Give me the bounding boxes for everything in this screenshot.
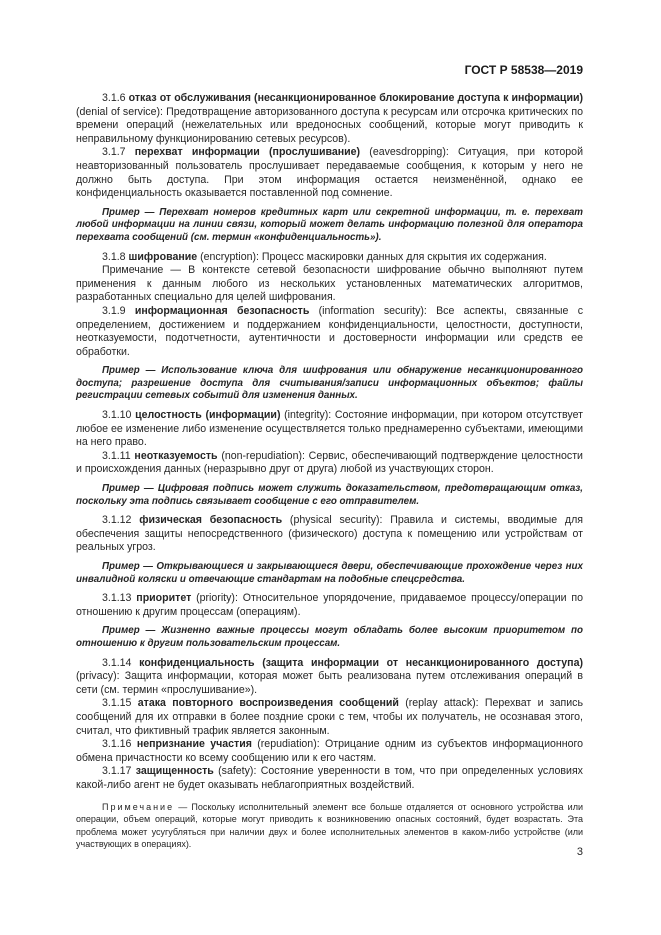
term-definition: (eavesdropping): Ситуация, при которой неавторизованный пользователь прослушивает передаваемые сообщения, к которым у него не должно быть доступа. При этом информация остается неизменённой, однако ее конфиденциальность оказывается поставленной под сомнение. — [76, 146, 583, 200]
example-3-1-11: Пример — Цифровая подпись может служить доказательством, предотвращающим отказ, поскольку эта подпись связывает сообщение с его отправителем. — [76, 483, 583, 507]
term-name: информационная безопасность — [134, 304, 310, 317]
example-3-1-12: Пример — Открывающиеся и закрывающиеся двери, обеспечивающие прохождение через них инвалидной коляски и отвечающие стандартам на подобные спецсредства. — [76, 561, 583, 585]
term-name: атака повторного воспроизведения сообщений — [137, 697, 399, 710]
note-body: — Поскольку исполнительный элемент все больше отдаляется от основного устройства или операции, объем операций, которые могут приводить к возникновению опасных состояний, будет возрастать. Эта проблема может усугубляться при наличии двух и более исполнительных элементов в каком-либо устройстве (или участвующих в операциях). — [76, 801, 583, 850]
term-3-1-8 — [76, 251, 583, 265]
term-definition: (non-repudiation): Сервис, обеспечивающий подтверждение целостности и происхождения данных (неразрывно друг от друга) любой из участвующих сторон. — [76, 449, 583, 476]
term-name: конфиденциальность (защита информации от несанкционированного доступа) — [139, 656, 583, 669]
term-definition: (replay attack): Перехват и запись сообщений для их отправки в более поздние сроки с тем, чтобы их получатель, не осознавая этого, считал, что фиктивный трафик является законным. — [76, 697, 583, 737]
term-definition: (privacy): Защита информации, которая может быть реализована путем отслеживания операций в сети (см. термин «прослушивание»). — [76, 670, 583, 696]
note-3-1-8: Примечание — В контексте сетевой безопасности шифрование обычно выполняют путем применения к данным любого из нескольких установленных математических алгоритмов, разработанных специально для целей шифрования. — [76, 264, 583, 304]
page-number: 3 — [576, 846, 583, 858]
term-3-1-7 — [76, 146, 583, 200]
term-3-1-11 — [76, 450, 583, 477]
term-number: 3.1.9 — [102, 304, 135, 317]
term-number: 3.1.12 — [102, 514, 140, 527]
term-name: защищенность — [135, 765, 214, 778]
term-name: непризнание участия — [136, 738, 252, 751]
term-number: 3.1.8 — [102, 250, 129, 263]
term-3-1-15 — [76, 697, 583, 738]
term-3-1-6 — [76, 92, 583, 146]
example-3-1-9: Пример — Использование ключа для шифрования или обнаружение несанкционированного доступа; разрешение доступа для считывания/записи информационных объектов; файлы регистрации сетевых событий для изменения данных. — [76, 365, 583, 402]
term-3-1-16 — [76, 738, 583, 765]
term-number: 3.1.14 — [102, 656, 140, 669]
term-definition: (physical security): Правила и системы, вводимые для обеспечения защиты непосредственного (физического) доступа к помещению или устройствам от реальных угроз. — [76, 514, 583, 554]
term-definition: (integrity): Состояние информации, при котором отсутствует любое ее изменение либо изменение осуществляется только преднамеренно субъектами, имеющими на него право. — [76, 409, 583, 449]
term-definition: (encryption): Процесс маскировки данных для скрытия их содержания. — [197, 250, 547, 263]
note-label: Примечание — [102, 801, 175, 812]
term-name: неотказуемость — [134, 449, 218, 462]
term-number: 3.1.6 — [102, 92, 129, 104]
example-3-1-7: Пример — Перехват номеров кредитных карт или секретной информации, т. е. перехват любой информации на линии связи, который может делать информацию полезной для оператора перехвата сообщений (см. термин «конфиденциальность»). — [76, 206, 583, 243]
term-definition: (information security): Все аспекты, связанные с определением, достижением и поддержанием конфиденциальности, целостности, доступности, неотказуемости, подотчетности, аутентичности и достоверности информации или средств ее обработки. — [76, 304, 584, 358]
term-3-1-14 — [76, 657, 583, 698]
term-number: 3.1.17 — [102, 765, 136, 778]
example-3-1-13: Пример — Жизненно важные процессы могут обладать более высоким приоритетом по отношению к другим пользовательским процессам. — [76, 625, 583, 649]
term-number: 3.1.15 — [102, 697, 138, 710]
term-number: 3.1.16 — [102, 738, 137, 751]
term-3-1-10 — [76, 409, 583, 450]
term-name: целостность (информации) — [135, 409, 281, 422]
term-3-1-9 — [76, 305, 583, 359]
term-definition: (repudiation): Отрицание одним из субъектов информационного обмена причастности ко всему сообщению или к его частям. — [76, 738, 583, 764]
term-definition: (priority): Относительное упорядочение, придаваемое процессу/операции по отношению к другим процессам (операциям). — [76, 592, 583, 618]
term-3-1-17 — [76, 765, 583, 792]
term-name: приоритет — [136, 592, 192, 605]
term-name: физическая безопасность — [139, 514, 283, 527]
term-number: 3.1.13 — [102, 592, 137, 605]
term-3-1-12 — [76, 514, 583, 555]
note-3-1-17 — [76, 801, 583, 851]
term-definition: (denial of service): Предотвращение авторизованного доступа к ресурсам или отсрочка критических по времени операций (нежелательных или вредоносных сообщений, которые могут приводить к неправильному функционированию сетевых ресурсов). — [76, 105, 583, 145]
term-number: 3.1.10 — [102, 409, 136, 422]
standard-number: ГОСТ Р 58538—2019 — [464, 63, 583, 77]
term-name: шифрование — [128, 250, 198, 263]
term-number: 3.1.7 — [102, 146, 135, 159]
term-definition: (safety): Состояние уверенности в том, что при определенных условиях какой-либо агент не будет оказывать неблагоприятных воздействий. — [76, 765, 583, 791]
term-number: 3.1.11 — [102, 449, 135, 462]
term-3-1-13 — [76, 592, 583, 619]
term-name: перехват информации (прослушивание) — [134, 146, 361, 159]
term-name: отказ от обслуживания (несанкционированное блокирование доступа к информации) — [128, 92, 583, 104]
document-body — [76, 92, 583, 851]
